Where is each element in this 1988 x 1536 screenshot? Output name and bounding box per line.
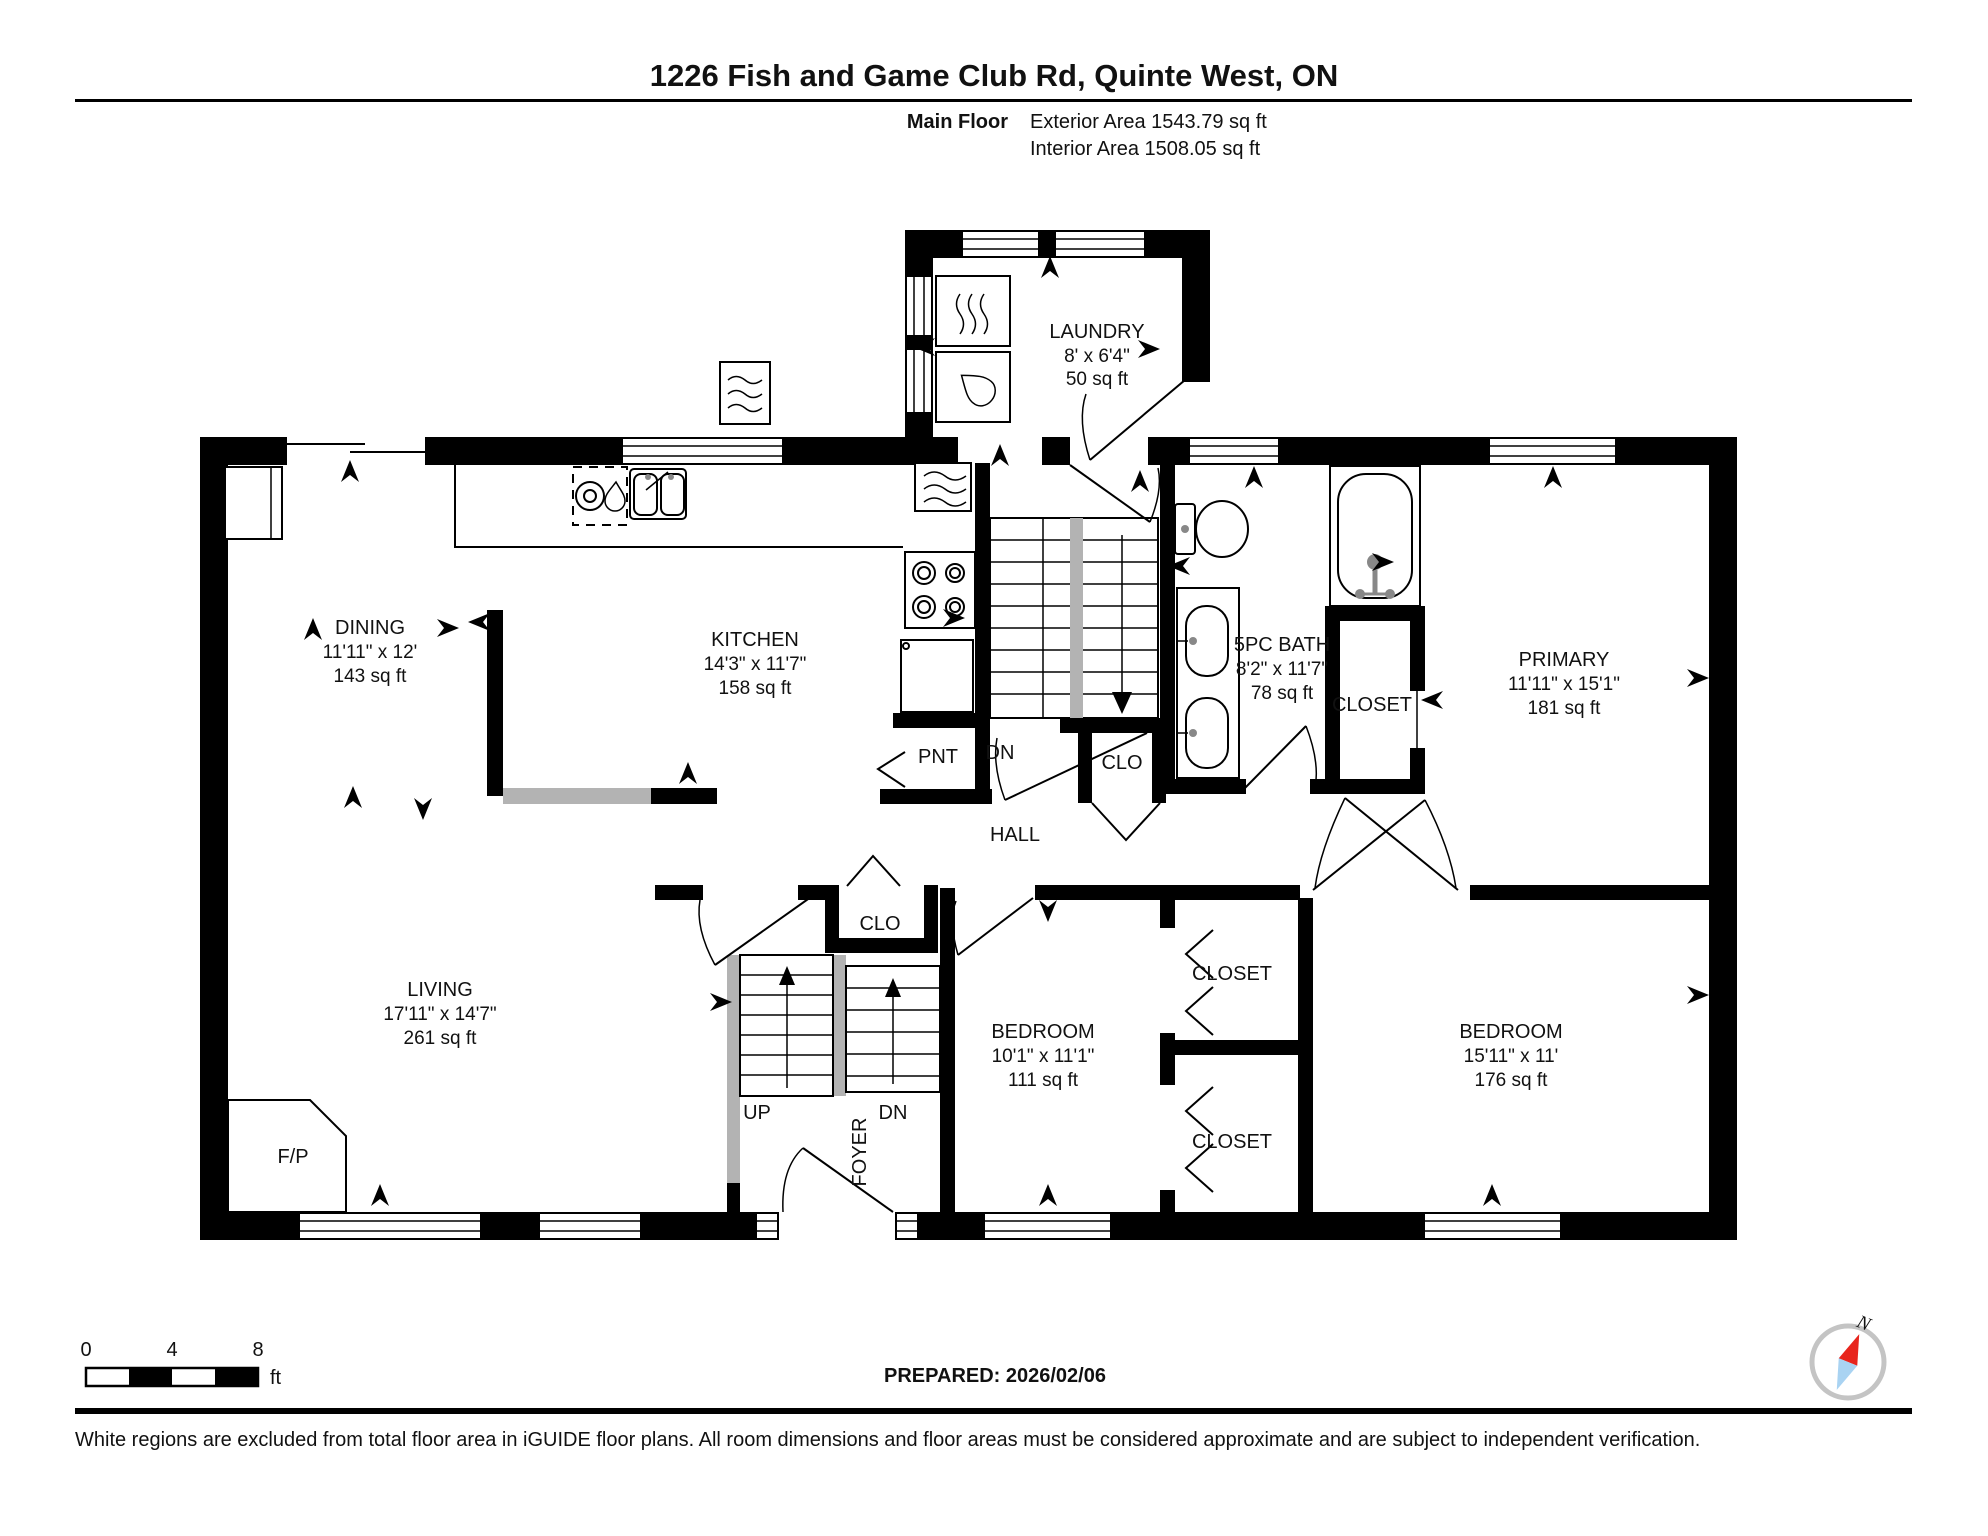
floor-label: Main Floor xyxy=(906,111,1008,133)
label-stairs-up: UP xyxy=(743,1102,771,1124)
room-label-bath: 5PC BATH xyxy=(1233,634,1331,656)
scale-tick-4: 4 xyxy=(166,1339,178,1361)
disclaimer-text: White regions are excluded from total floor area in iGUIDE floor plans. All room dimensions and floor areas must be considered approximate and are subject to independent verification. xyxy=(75,1429,1701,1451)
compass-north-label: N xyxy=(1853,1311,1874,1336)
stairs-foyer xyxy=(727,955,940,1183)
room-label-kitchen: KITCHEN xyxy=(711,629,799,651)
room-area-kitchen: 158 sq ft xyxy=(718,678,792,699)
room-area-bedroom1: 111 sq ft xyxy=(1007,1070,1079,1091)
bathtub-icon xyxy=(1330,466,1420,606)
label-stairs-dn-foyer: DN xyxy=(878,1102,908,1124)
exterior-area: Exterior Area 1543.79 sq ft xyxy=(1030,111,1267,133)
room-dims-bath: 8'2" x 11'7" xyxy=(1235,659,1329,680)
interior-area: Interior Area 1508.05 sq ft xyxy=(1030,138,1261,160)
label-fireplace: F/P xyxy=(277,1146,309,1168)
header-divider xyxy=(75,99,1912,102)
stairs-basement xyxy=(990,518,1158,718)
room-label-dining: DINING xyxy=(335,617,405,639)
room-area-dining: 143 sq ft xyxy=(333,666,407,687)
room-area-bedroom2: 176 sq ft xyxy=(1474,1070,1548,1091)
room-dims-bedroom1: 10'1" x 11'1" xyxy=(991,1046,1095,1067)
fridge-icon xyxy=(901,640,973,712)
label-stairs-dn-upper: DN xyxy=(985,742,1015,764)
page-title: 1226 Fish and Game Club Rd, Quinte West, ON xyxy=(649,58,1339,93)
room-area-bath: 78 sq ft xyxy=(1250,683,1314,704)
room-area-primary: 181 sq ft xyxy=(1527,698,1601,719)
label-foyer: FOYER xyxy=(849,1117,871,1187)
label-closet-bedroom1: CLOSET xyxy=(1191,963,1273,985)
room-area-living: 261 sq ft xyxy=(403,1028,477,1049)
scale-unit: ft xyxy=(270,1367,282,1389)
room-label-bedroom2: BEDROOM xyxy=(1459,1021,1563,1043)
dryer-icon xyxy=(936,276,1010,346)
label-coat-closet: CLO xyxy=(859,913,901,935)
room-dims-primary: 11'11" x 15'1" xyxy=(1508,674,1620,695)
exterior-appliance-icon xyxy=(720,362,770,424)
room-dims-laundry: 8' x 6'4" xyxy=(1064,346,1130,367)
label-hall: HALL xyxy=(989,824,1041,846)
scale-tick-0: 0 xyxy=(80,1339,92,1361)
prepared-date: PREPARED: 2026/02/06 xyxy=(884,1365,1106,1387)
room-label-bedroom1: BEDROOM xyxy=(991,1021,1095,1043)
room-label-living: LIVING xyxy=(407,979,473,1001)
room-dims-living: 17'11" x 14'7" xyxy=(383,1004,497,1025)
label-pantry: PNT xyxy=(918,746,958,768)
scale-tick-8: 8 xyxy=(252,1339,264,1361)
oven-icon xyxy=(915,463,971,511)
kitchen-sink-icon xyxy=(630,469,686,519)
room-dims-bedroom2: 15'11" x 11' xyxy=(1463,1046,1559,1067)
dishwasher-icon xyxy=(573,467,627,525)
cabinet-icon xyxy=(225,467,282,539)
washer-icon xyxy=(936,352,1010,422)
room-dims-kitchen: 14'3" x 11'7" xyxy=(703,654,807,675)
scale-bar xyxy=(80,1339,281,1389)
label-closet-upper: CLO xyxy=(1101,752,1143,774)
footer-divider xyxy=(75,1408,1912,1414)
stove-icon xyxy=(905,552,975,628)
room-label-laundry: LAUNDRY xyxy=(1049,321,1145,343)
room-area-laundry: 50 sq ft xyxy=(1065,369,1129,390)
toilet-icon xyxy=(1175,501,1248,557)
label-closet-primary: CLOSET xyxy=(1331,694,1413,716)
room-label-primary: PRIMARY xyxy=(1518,649,1610,671)
compass-icon xyxy=(1812,1310,1884,1398)
room-dims-dining: 11'11" x 12' xyxy=(322,642,418,663)
bathroom-vanity-icon xyxy=(1177,588,1239,778)
label-closet-bedroom2: CLOSET xyxy=(1191,1131,1273,1153)
